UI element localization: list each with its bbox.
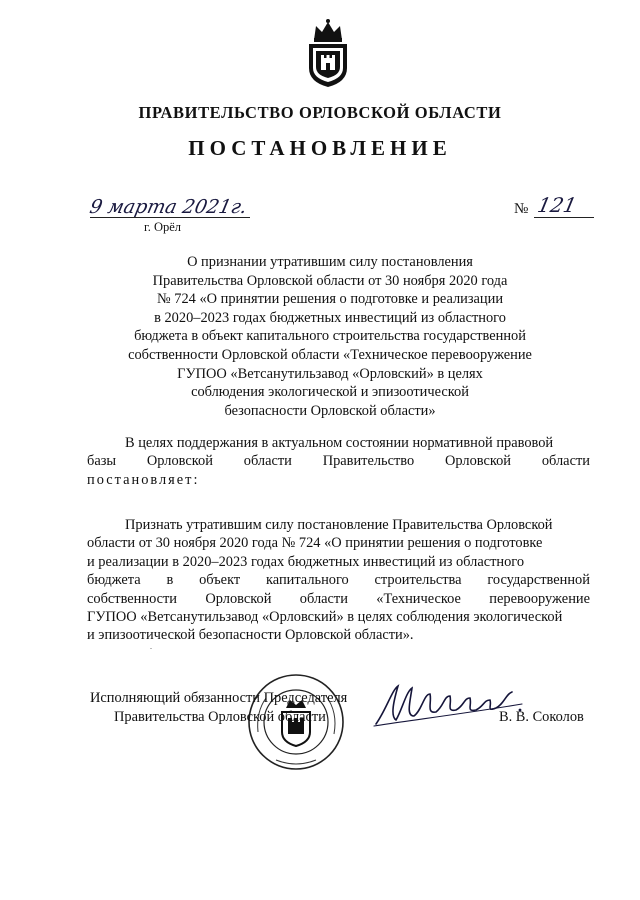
- word: базы: [87, 453, 117, 470]
- word: «Техническое: [376, 590, 461, 607]
- subject-line: ГУПОО «Ветсанутильзавод «Орловский» в целях: [177, 365, 483, 382]
- word: в: [166, 572, 174, 589]
- preamble-paragraph: [87, 434, 590, 489]
- number-sign: №: [514, 201, 529, 217]
- subject-line: № 724 «О принятии решения о подготовке и реализации: [156, 291, 504, 308]
- signatory-name: В. В. Соколов: [499, 709, 584, 725]
- subject-line: О признании утратившим силу постановления: [187, 254, 473, 270]
- subject-line: Правительства Орловской области от 30 ноября 2020 года: [152, 272, 508, 289]
- word: капитального: [265, 572, 349, 589]
- handwritten-date: 9 марта 2021г.: [87, 196, 250, 218]
- resolution-paragraph: [87, 516, 590, 645]
- scan-speck: [150, 648, 152, 649]
- paragraph-line: и реализации в 2020–2023 годах бюджетных инвестиций из областного: [87, 553, 525, 570]
- paragraph-line: области от 30 ноября 2020 года № 724 «О принятии решения о подготовке: [87, 535, 543, 552]
- handwritten-number: 121: [535, 193, 579, 217]
- word: перевооружение: [489, 590, 590, 607]
- subject-line: соблюдения экологической и эпизоотической: [191, 384, 469, 401]
- subject-line: собственности Орловской области «Техническое перевооружение: [128, 346, 532, 363]
- organization-title: ПРАВИТЕЛЬСТВО ОРЛОВСКОЙ ОБЛАСТИ: [138, 103, 502, 122]
- word: Орловской: [444, 453, 512, 470]
- signature-block: [0, 690, 640, 790]
- word: бюджета: [87, 572, 141, 589]
- paragraph-line: постановляет:: [87, 471, 200, 488]
- subject-line: бюджета в объект капитального строительства государственной: [134, 328, 526, 345]
- paragraph-line: Признать утратившим силу постановление Правительства Орловской: [125, 517, 553, 533]
- number-field: [514, 201, 528, 218]
- subject-line: безопасности Орловской области»: [224, 402, 436, 419]
- date-underline: [90, 217, 250, 218]
- paragraph-line: и эпизоотической безопасности Орловской области».: [87, 627, 414, 644]
- signatory-position-line-2: Правительства Орловской области: [114, 709, 326, 725]
- paragraph-line-justified: [87, 590, 590, 608]
- word: собственности: [87, 590, 178, 607]
- paragraph-line: ГУПОО «Ветсанутильзавод «Орловский» в целях соблюдения экологической: [87, 609, 563, 626]
- subject-line: в 2020–2023 годах бюджетных инвестиций из областного: [154, 309, 506, 326]
- paragraph-line-justified: [87, 452, 590, 470]
- word: Правительство: [322, 453, 415, 470]
- word: области: [541, 453, 590, 470]
- word: строительства: [374, 572, 462, 589]
- word: Орловской: [205, 590, 272, 607]
- signatory-position-line-1: Исполняющий обязанности Председателя: [90, 690, 348, 706]
- document-type-title: ПОСТАНОВЛЕНИЕ: [188, 136, 452, 160]
- number-underline: [534, 217, 594, 218]
- paragraph-line: В целях поддержания в актуальном состоянии нормативной правовой: [125, 435, 554, 451]
- word: Орловской: [146, 453, 213, 470]
- document-subject: [100, 253, 560, 420]
- word: объект: [199, 572, 241, 589]
- word: области: [243, 453, 292, 470]
- word: государственной: [487, 572, 590, 589]
- paragraph-line-justified: [87, 571, 590, 589]
- city-label: г. Орёл: [144, 220, 182, 234]
- coat-of-arms-icon: [306, 18, 350, 88]
- word: области: [299, 590, 348, 607]
